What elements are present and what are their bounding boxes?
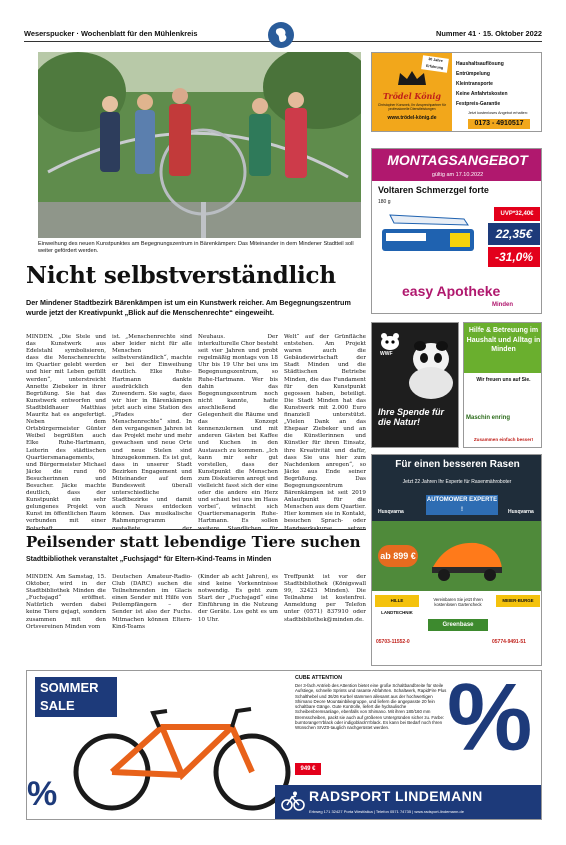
husqvarna-title: Für einen besseren Rasen: [395, 459, 520, 470]
apotheke-valid: gültig am 17.10.2022: [372, 171, 542, 181]
article2-lead: Stadtbibliothek veranstaltet „Fuchsjagd“ für Eltern-Kind-Teams in Minden: [26, 556, 272, 563]
voltaren-product-image: [380, 209, 480, 255]
troedel-url[interactable]: www.trödel-könig.de: [387, 115, 437, 121]
masthead-right: Nummer 41 · 15. Oktober 2022: [436, 29, 542, 38]
dealer-panel: [372, 591, 542, 666]
apotheke-brand: easy Apotheke: [402, 283, 501, 299]
pflege-footer: Zusammen einfach besser!: [473, 437, 534, 442]
troedel-sub: Christopher Konsnek, Ihr Ansprechpartner für professionelle Dienstleistungen: [377, 103, 447, 111]
article-column-3: Neuhaus. Der interkulturelle Chor besteht seit vier Jahren und probt regelmäßig montags von 18 Uhr bis 19 Uhr bei uns im Begegnungszentrum, so Ruhe-Hartmann. Wer bis dahin das Begegnungszentrum noch nicht kannte, hatte anschließend die Gelegenheit die Räume und das Konzept kennenzulernen und mit anderen Gästen bei Kaffee und Kuchen in den Austausch zu kommen. „Ich kann mir sehr gut vorstellen, dass der Kunstpunkt die Menschen zum Diskutieren anregt und vielleicht fasst sich der eine oder die andere ein Herz und schaut bei uns im Haus vorbei“, wünscht sich Quartiersmanagerin Ruhe-Hartmann. Es sollen weitere Standlichen für: [198, 334, 278, 530]
wwf-logo: WWF: [380, 351, 393, 357]
article2-column-4: Treffpunkt ist vor der Stadtbibliothek (Königswall 99, 32423 Minden). Die Teilnahme ist kostenfrei. Anmeldung per Telefon unter (0571) 837910 oder stadtbibliothek@minden.de.: [284, 574, 366, 623]
dealer-slogan: Vereinbaren Sie jetzt Ihren kostenlosen Gartencheck: [433, 597, 483, 607]
dealer1-phone[interactable]: 05703-11552-0: [376, 639, 410, 645]
article-column-4: Welt“ auf der Grünfläche entstehen. Am Projekt waren auch die Gebäudewirtschaft der Stadt Minden und die Städtischen Betriebe Minden, die das Fundament für den Kunstpunkt gegossen haben, beteiligt. Die Stadt Minden hat das Kunstwerk mit 2.000 Euro finanziell unterstützt. „Vielen Dank an das Ehepaar Ziebeker und an die Künstlerinnen und Künstler für ihren Einsatz, ihre Kreativität und dafür, dass Sie uns hier zum Nachdenken anregen“, so Jäcke aus Ende seiner Begrüßung. Das Begegnungszentrum Bärenkämpen ist seit 2019 Anlaufpunkt für die Menschen aus dem Quartier. Hier kommen sie in Kontakt, besuchen Sprach- oder Handwerkskurse, setzen: [284, 334, 366, 530]
apotheke-price: 22,35€: [488, 223, 540, 245]
article-photo: [38, 52, 361, 238]
newspaper-logo-icon: [268, 22, 294, 48]
radsport-footer: [275, 785, 542, 820]
troedel-services: [456, 59, 540, 109]
pflege-cta: Wir freuen uns auf Sie.: [476, 377, 531, 383]
dealer1-name: HILLE LANDTECHNIK: [375, 595, 419, 607]
troedel-brand: Trödel König: [383, 91, 441, 101]
husqvarna-product: AUTOMOWER EXPERTE !: [426, 497, 498, 513]
service-item: Entrümpelung: [456, 71, 490, 77]
cube-info-title: CUBE ATTENTION: [295, 675, 343, 681]
article2-column-2: Deutschen Amateur-Radio-Club (DARC) suchen die Teilnehmenden im Glacis einen Sender mit Hilfe von Peilempfängern – der Sender ist also der Fuchs. Mitmachen können Eltern-Kind-Teams: [112, 574, 192, 630]
ad-wwf[interactable]: [371, 322, 459, 448]
article-headline: Nicht selbstverständlich: [26, 262, 336, 289]
ad-troedel-koenig[interactable]: [371, 52, 542, 132]
service-item: Kleintransporte: [456, 81, 493, 87]
apotheke-discount: -31,0%: [488, 247, 540, 267]
service-item: Haushaltsauflösung: [456, 61, 504, 67]
radsport-brand: RADSPORT LINDEMANN: [309, 788, 483, 804]
ad-husqvarna[interactable]: [371, 454, 542, 666]
husqvarna-brand-right: Husqvarna: [508, 509, 534, 515]
sale-badge: SOMMER SALE: [35, 677, 117, 717]
article2-column-1: MINDEN. Am Samstag, 15. Oktober, wird in der Stadtbibliothek Minden die „Fuchsjagd“ eröffnet. Natürlich werden dabei keine Tiere gejagt, sondern zusammen mit den Ortsvereinen Minden vom: [26, 574, 106, 630]
apotheke-uvp: UVP*32,40€: [494, 207, 540, 221]
panda-photo: [406, 337, 456, 403]
troedel-offer: Jetzt kostenloses Angebot erhalten:: [468, 111, 528, 115]
article2-column-3: (Kinder ab acht Jahren), es sind keine Vorkenntnisse notwendig. Es geht zum Start der „Fuchsjagd“ eine Einführung in die Nutzung der Geräte. Los geht es um 10 Uhr.: [198, 574, 278, 623]
husqvarna-service: Jetzt 22 Jahren Ihr Experte für Rasenmähroboter: [402, 479, 512, 485]
section-divider: [26, 529, 366, 530]
radsport-address[interactable]: Erbweg 171 32427 Porta Westfalica | Telefon 0571 74735 | www.radsport-lindemann.de: [309, 809, 464, 814]
dealer2-name: Greenbase: [428, 619, 488, 631]
pflege-title: Hilfe & Betreuung im Haushalt und Alltag in Minden: [464, 323, 542, 373]
bike-image: [67, 697, 297, 816]
apotheke-title: MONTAGSANGEBOT: [372, 149, 542, 171]
percent-right: %: [447, 670, 533, 771]
apotheke-city: Minden: [492, 302, 513, 308]
ad-pflege[interactable]: [463, 322, 542, 448]
crown-icon: [396, 69, 428, 91]
bike-price: 949 €: [295, 763, 321, 775]
article-column-2: ist. „Menschenrechte sind aber leider nicht für alle Menschen selbstverständlich“, machte er bei der Einweihung deutlich. Elke Ruhe-Hartmann dankte ausdrücklich den Zuwendern. Sie sagte, dass wir hier in Bärenkämpen jetzt auch eine Station des „Pfades der Menschenrechte“ sind. In den vergangenen Jahren ist das Projekt mehr und mehr gewachsen und neue Orte und neue Stelen sind hinzugekommen. Es ist gut, dass in unserer Stadt Bezirken Engagement und Miteinander auf dem Bundesweit überall unterschiedliche Stadtbezirke und damit auch Neues entdecken können. Das musikalische Rahmenprogramm gestaltete der: [112, 334, 192, 530]
apotheke-product: Voltaren Schmerzgel forte: [378, 185, 489, 195]
troedel-badge: 30 Jahre Erfahrung: [421, 55, 449, 72]
apotheke-size: 180 g: [378, 199, 391, 205]
cube-info: Der 3-fach Antrieb des Attention bietet eine große Schaltbandbreite für steile Aufstiege, schnelle Sprints und rasante Abfahrten. Schaltwerk, RapidFire Plus Schalthebel und 36/26 Kurbel stammen allesamt aus der hochwertigen Shimano Deore Mountainbikegruppe, und liefern die angepasste 20 fein schaltbare Gänge. Gute Kontrolle, liefert die hydraulische Scheibenbremsanlage, ebenfalls von Shimano. Mit ihren 180/160 mm Bremsscheiben, packt sie auch auf größeren Untergründen sicher zu. Farbe: burntorange'n'black oder indigoblack'n'black. Es kann bei Bedarf noch Ihren Wünschen SIVZ0-tauglich nachgerüstet werden.: [295, 683, 447, 731]
dealer3-phone[interactable]: 05774-9491-51: [492, 639, 526, 645]
service-item: Keine Anfahrtskosten: [456, 91, 508, 97]
wwf-text: Ihre Spende für die Natur!: [378, 407, 445, 427]
ad-easy-apotheke[interactable]: [371, 148, 542, 314]
article-lead: Der Mindener Stadtbezirk Bärenkämpen ist um ein Kunstwerk reicher. Am Begegnungszentrum wurde jetzt der Kreativpunkt „Blick auf die Menschenrechte“ eingeweiht.: [26, 298, 351, 317]
masthead-left: Weserspucker · Wochenblatt für den Mühlenkreis: [24, 29, 198, 38]
percent-left: %: [27, 775, 58, 813]
cyclist-logo-icon: [281, 791, 305, 815]
husqvarna-price: ab 899 €: [378, 545, 418, 567]
article2-headline: Peilsender statt lebendige Tiere suchen: [26, 533, 361, 551]
photo-caption: Einweihung des neuen Kunstpunktes am Begegnungszentrum in Bärenkämpen: Das Miteinander in dem Mindener Stadtteil soll weiter gefördert werden.: [38, 241, 354, 254]
ad-radsport-lindemann[interactable]: [26, 670, 542, 820]
service-item: Festpreis-Garantie: [456, 101, 501, 107]
troedel-phone[interactable]: 0173 - 4910517: [468, 119, 530, 129]
article-column-1: MINDEN. „Die Stele und das Kunstwerk aus Edelstahl symbolisieren, dass die Menschenrechte im Quartier gelebt werden und hier mit Leben gefüllt werden“, unterstreicht Annette Ziebeker in ihrer Begrüßung. Sie hat das Kunstwerk entworfen und Stadtbildhauer Matthias Mauritz hat es angefertigt. Neben dem Ortsbürgermeister Günter Weibel begrüßten auch Elke Ruhe-Hartmann, Leiterin des städtischen Quartiersmanagements, und Bürgermeister Michael Jäcke die rund 60 Besucherinnen und Besucher. Jäcke machte deutlich, dass der Kunstpunkt ein sehr gelungenes Projekt von Kunst im öffentlichen Raum verbunden mit einer Botschaft: [26, 334, 106, 530]
mower-image: [426, 533, 506, 587]
husqvarna-brand-left: Husqvarna: [378, 509, 404, 515]
pflege-brand: Maschin enring: [466, 415, 511, 421]
dealer3-name: MEIER-BURGE: [496, 595, 540, 607]
